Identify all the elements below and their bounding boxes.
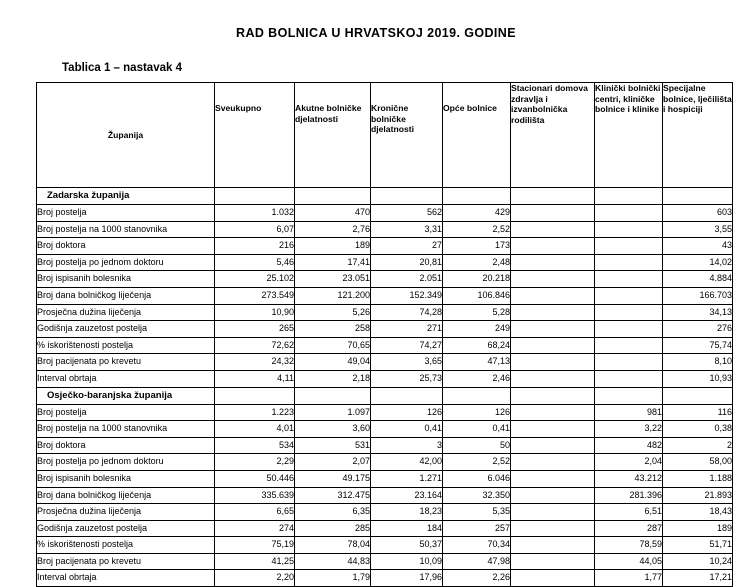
- table-cell: 429: [443, 205, 511, 222]
- table-cell: 1.032: [215, 205, 295, 222]
- group-empty-cell: [295, 188, 371, 205]
- table-cell: 2,48: [443, 254, 511, 271]
- table-cell: [511, 238, 595, 255]
- table-cell: 70,65: [295, 337, 371, 354]
- table-cell: [595, 370, 663, 387]
- table-cell: 2,07: [295, 454, 371, 471]
- table-cell: 3: [371, 437, 443, 454]
- table-cell: 6,35: [295, 504, 371, 521]
- table-cell: 50: [443, 437, 511, 454]
- group-label: Osječko-baranjska županija: [37, 387, 215, 404]
- table-cell: [511, 437, 595, 454]
- table-cell: 189: [663, 520, 733, 537]
- table-cell: 6,51: [595, 504, 663, 521]
- column-header-specijalne: Specijalne bolnice, lječilišta i hospiciji: [663, 83, 733, 188]
- table-cell: 257: [443, 520, 511, 537]
- table-row: [37, 470, 733, 487]
- table-cell: 42,00: [371, 454, 443, 471]
- table-cell: 258: [295, 321, 371, 338]
- table-cell: 4,11: [215, 370, 295, 387]
- table-cell: 14,02: [663, 254, 733, 271]
- table-row: [37, 570, 733, 587]
- table-row: [37, 553, 733, 570]
- table-row: [37, 354, 733, 371]
- table-cell: [511, 337, 595, 354]
- table-cell: 287: [595, 520, 663, 537]
- table-cell: 6,07: [215, 221, 295, 238]
- table-cell: 1.188: [663, 470, 733, 487]
- table-cell: [511, 404, 595, 421]
- table-row: [37, 370, 733, 387]
- table-cell: 6,65: [215, 504, 295, 521]
- table-row: [37, 454, 733, 471]
- table-cell: 10,90: [215, 304, 295, 321]
- row-label: Broj pacijenata po krevetu: [37, 354, 215, 371]
- table-cell: [511, 553, 595, 570]
- group-empty-cell: [215, 188, 295, 205]
- table-cell: 50,37: [371, 537, 443, 554]
- row-label: Broj pacijenata po krevetu: [37, 553, 215, 570]
- document-page: [0, 26, 752, 583]
- row-label: % iskorištenosti postelja: [37, 337, 215, 354]
- table-cell: 173: [443, 238, 511, 255]
- table-cell: 20.218: [443, 271, 511, 288]
- table-row: [37, 487, 733, 504]
- table-cell: 271: [371, 321, 443, 338]
- table-cell: 121.200: [295, 287, 371, 304]
- table-cell: 116: [663, 404, 733, 421]
- table-cell: [511, 354, 595, 371]
- group-empty-cell: [295, 387, 371, 404]
- table-cell: 10,24: [663, 553, 733, 570]
- table-cell: 5,35: [443, 504, 511, 521]
- table-cell: 335.639: [215, 487, 295, 504]
- table-cell: 1,77: [595, 570, 663, 587]
- table-cell: 6.046: [443, 470, 511, 487]
- table-cell: 2,18: [295, 370, 371, 387]
- table-cell: [595, 287, 663, 304]
- table-cell: [511, 454, 595, 471]
- table-cell: 249: [443, 321, 511, 338]
- row-label: Broj postelja po jednom doktoru: [37, 454, 215, 471]
- table-cell: 281.396: [595, 487, 663, 504]
- table-cell: 78,59: [595, 537, 663, 554]
- row-label: Broj doktora: [37, 437, 215, 454]
- table-cell: [595, 304, 663, 321]
- hospital-statistics-table: [36, 82, 733, 587]
- row-label: % iskorištenosti postelja: [37, 537, 215, 554]
- table-cell: 78,04: [295, 537, 371, 554]
- row-label: Godišnja zauzetost postelja: [37, 321, 215, 338]
- group-empty-cell: [371, 387, 443, 404]
- table-cell: 184: [371, 520, 443, 537]
- table-cell: [595, 254, 663, 271]
- row-label: Broj postelja: [37, 205, 215, 222]
- group-empty-cell: [511, 188, 595, 205]
- table-cell: [511, 370, 595, 387]
- table-row: [37, 304, 733, 321]
- table-cell: 18,43: [663, 504, 733, 521]
- group-empty-cell: [511, 387, 595, 404]
- table-cell: 0,38: [663, 421, 733, 438]
- table-row: [37, 520, 733, 537]
- table-cell: 74,28: [371, 304, 443, 321]
- group-label: Zadarska županija: [37, 188, 215, 205]
- table-header-row: [37, 83, 733, 188]
- table-cell: 981: [595, 404, 663, 421]
- row-label: Broj dana bolničkog liječenja: [37, 487, 215, 504]
- table-cell: 21.893: [663, 487, 733, 504]
- table-row: [37, 421, 733, 438]
- row-label: Broj postelja na 1000 stanovnika: [37, 421, 215, 438]
- table-cell: [511, 520, 595, 537]
- table-cell: 2,76: [295, 221, 371, 238]
- table-cell: 23.164: [371, 487, 443, 504]
- table-cell: [595, 205, 663, 222]
- table-row: [37, 437, 733, 454]
- table-cell: 152.349: [371, 287, 443, 304]
- table-cell: [595, 337, 663, 354]
- table-cell: 18,23: [371, 504, 443, 521]
- table-caption: Tablica 1 – nastavak 4: [62, 62, 182, 74]
- table-cell: 534: [215, 437, 295, 454]
- table-cell: 17,41: [295, 254, 371, 271]
- table-cell: 50.446: [215, 470, 295, 487]
- table-cell: [511, 271, 595, 288]
- table-cell: 2,29: [215, 454, 295, 471]
- table-cell: 2,52: [443, 454, 511, 471]
- table-cell: 126: [371, 404, 443, 421]
- column-header-zupanija: Županija: [37, 83, 215, 188]
- table-cell: 2.051: [371, 271, 443, 288]
- table-cell: 41,25: [215, 553, 295, 570]
- table-cell: 58,00: [663, 454, 733, 471]
- table-cell: 27: [371, 238, 443, 255]
- table-group-row: [37, 188, 733, 205]
- group-empty-cell: [215, 387, 295, 404]
- column-header-sveukupno: Sveukupno: [215, 83, 295, 188]
- table-row: [37, 254, 733, 271]
- table-row: [37, 205, 733, 222]
- table-cell: 1.097: [295, 404, 371, 421]
- table-cell: [511, 570, 595, 587]
- table-cell: [511, 205, 595, 222]
- table-cell: 47,98: [443, 553, 511, 570]
- column-header-akutne: Akutne bolničke djelatnosti: [295, 83, 371, 188]
- table-cell: 74,27: [371, 337, 443, 354]
- table-cell: 2,04: [595, 454, 663, 471]
- document-title: RAD BOLNICA U HRVATSKOJ 2019. GODINE: [236, 26, 516, 40]
- table-cell: 166.703: [663, 287, 733, 304]
- table-cell: 75,19: [215, 537, 295, 554]
- table-cell: 2,46: [443, 370, 511, 387]
- table-cell: 49,04: [295, 354, 371, 371]
- row-label: Broj doktora: [37, 238, 215, 255]
- table-cell: 47,13: [443, 354, 511, 371]
- table-cell: 25,73: [371, 370, 443, 387]
- group-empty-cell: [443, 387, 511, 404]
- table-cell: 51,71: [663, 537, 733, 554]
- table-cell: [511, 504, 595, 521]
- table-cell: 32.350: [443, 487, 511, 504]
- table-cell: 34,13: [663, 304, 733, 321]
- table-group-row: [37, 387, 733, 404]
- table-cell: [595, 238, 663, 255]
- table-row: [37, 321, 733, 338]
- table-cell: 72,62: [215, 337, 295, 354]
- table-body: [37, 188, 733, 587]
- table-cell: 265: [215, 321, 295, 338]
- table-cell: 273.549: [215, 287, 295, 304]
- table-cell: 3,22: [595, 421, 663, 438]
- group-empty-cell: [663, 188, 733, 205]
- table-cell: 3,55: [663, 221, 733, 238]
- row-label: Broj postelja na 1000 stanovnika: [37, 221, 215, 238]
- table-cell: 8,10: [663, 354, 733, 371]
- table-cell: 274: [215, 520, 295, 537]
- table-cell: 10,09: [371, 553, 443, 570]
- table-cell: 285: [295, 520, 371, 537]
- table-cell: 20,81: [371, 254, 443, 271]
- table-row: [37, 287, 733, 304]
- table-cell: 43: [663, 238, 733, 255]
- table-cell: [511, 221, 595, 238]
- table-cell: [595, 271, 663, 288]
- table-cell: 43.212: [595, 470, 663, 487]
- table-cell: 470: [295, 205, 371, 222]
- table-cell: 106.846: [443, 287, 511, 304]
- row-label: Prosječna dužina liječenja: [37, 304, 215, 321]
- table-row: [37, 271, 733, 288]
- table-cell: [595, 321, 663, 338]
- row-label: Broj ispisanih bolesnika: [37, 271, 215, 288]
- table-cell: 2: [663, 437, 733, 454]
- table-cell: 17,96: [371, 570, 443, 587]
- row-label: Godišnja zauzetost postelja: [37, 520, 215, 537]
- table-row: [37, 504, 733, 521]
- row-label: Broj ispisanih bolesnika: [37, 470, 215, 487]
- table-cell: 23.051: [295, 271, 371, 288]
- table-cell: 25.102: [215, 271, 295, 288]
- table-cell: [511, 254, 595, 271]
- table-cell: 49.175: [295, 470, 371, 487]
- table-cell: 482: [595, 437, 663, 454]
- table-cell: 70,34: [443, 537, 511, 554]
- table-cell: 276: [663, 321, 733, 338]
- table-row: [37, 337, 733, 354]
- table-cell: [595, 221, 663, 238]
- table-cell: 75,74: [663, 337, 733, 354]
- table-cell: 3,65: [371, 354, 443, 371]
- table-cell: 216: [215, 238, 295, 255]
- table-cell: 5,46: [215, 254, 295, 271]
- table-cell: 2,20: [215, 570, 295, 587]
- table-row: [37, 238, 733, 255]
- row-label: Prosječna dužina liječenja: [37, 504, 215, 521]
- table-cell: [595, 354, 663, 371]
- table-cell: 2,52: [443, 221, 511, 238]
- table-cell: 1.271: [371, 470, 443, 487]
- group-empty-cell: [595, 387, 663, 404]
- column-header-kronicne: Kronične bolničke djelatnosti: [371, 83, 443, 188]
- row-label: Interval obrtaja: [37, 370, 215, 387]
- table-cell: [511, 304, 595, 321]
- table-header: [37, 83, 733, 188]
- row-label: Broj postelja po jednom doktoru: [37, 254, 215, 271]
- table-cell: 312.475: [295, 487, 371, 504]
- group-empty-cell: [371, 188, 443, 205]
- table-cell: 562: [371, 205, 443, 222]
- table-cell: 4.884: [663, 271, 733, 288]
- row-label: Interval obrtaja: [37, 570, 215, 587]
- table-cell: [511, 487, 595, 504]
- table-cell: 17,21: [663, 570, 733, 587]
- table-cell: [511, 321, 595, 338]
- table-cell: 603: [663, 205, 733, 222]
- table-cell: 1.223: [215, 404, 295, 421]
- row-label: Broj dana bolničkog liječenja: [37, 287, 215, 304]
- table-cell: [511, 287, 595, 304]
- table-cell: 0,41: [443, 421, 511, 438]
- group-empty-cell: [663, 387, 733, 404]
- table-cell: 44,83: [295, 553, 371, 570]
- column-header-stacionari: Stacionari domova zdravlja i izvanbolnička rodilišta: [511, 83, 595, 188]
- group-empty-cell: [443, 188, 511, 205]
- column-header-klinicki: Klinički bolnički centri, kliničke bolnice i klinike: [595, 83, 663, 188]
- group-empty-cell: [595, 188, 663, 205]
- column-header-opce-bolnice: Opće bolnice: [443, 83, 511, 188]
- table-cell: 4,01: [215, 421, 295, 438]
- table-cell: 24,32: [215, 354, 295, 371]
- table-cell: [511, 421, 595, 438]
- table-cell: 2,26: [443, 570, 511, 587]
- table-row: [37, 404, 733, 421]
- table-cell: [511, 470, 595, 487]
- table-cell: 126: [443, 404, 511, 421]
- table-cell: 5,28: [443, 304, 511, 321]
- table-row: [37, 221, 733, 238]
- table-cell: 68,24: [443, 337, 511, 354]
- table-cell: 0,41: [371, 421, 443, 438]
- table-cell: 531: [295, 437, 371, 454]
- table-cell: 10,93: [663, 370, 733, 387]
- row-label: Broj postelja: [37, 404, 215, 421]
- table-cell: 5,26: [295, 304, 371, 321]
- table-cell: 3,60: [295, 421, 371, 438]
- table-cell: 3,31: [371, 221, 443, 238]
- table-cell: 189: [295, 238, 371, 255]
- table-cell: 44,05: [595, 553, 663, 570]
- table-cell: 1,79: [295, 570, 371, 587]
